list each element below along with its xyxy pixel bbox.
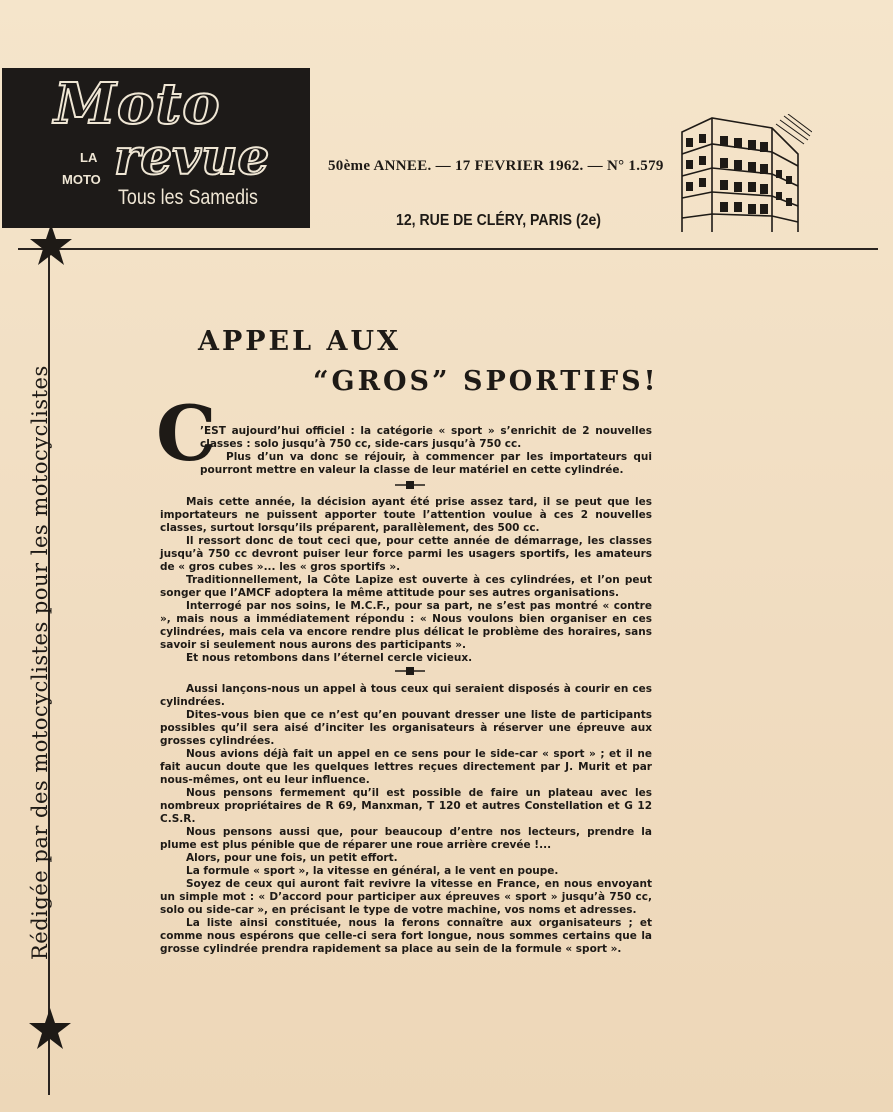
paragraph: Alors, pour une fois, un petit effort. — [186, 852, 398, 864]
paragraph: Nous pensons fermement qu’il est possible de faire un plateau avec les nombreux propriétaires de R 69, Manxman, T 120 et autres Constellation et G 12 C.S.R. — [160, 787, 652, 825]
paragraph: La liste ainsi constituée, nous la ferons connaître aux organisateurs ; et comme nous espérons que celle-ci sera fort longue, nous sommes certains que la grosse cylindrée prendra rapidement sa place au sein de la formule « sport ». — [160, 917, 652, 955]
drop-cap: C — [156, 389, 217, 478]
paragraph: Traditionnellement, la Côte Lapize est ouverte à ces cylindrées, et l’on peut songer que l’AMCF adoptera la même attitude pour ses autres organisations. — [160, 574, 652, 599]
separator-icon — [395, 480, 425, 490]
article-title-line-1: APPEL AUX — [198, 326, 401, 357]
article-section-2 — [160, 496, 652, 665]
paragraph: Aussi lançons-nous un appel à tous ceux qui seraient disposés à courir en ces cylindrées. — [160, 683, 652, 708]
paragraph: Nous avions déjà fait un appel en ce sens pour le side-car « sport » ; et il ne fait aucun doute que les quelques lettres reçues directement par J. Murit et par nous-mêmes, ont eu leur influence. — [160, 748, 652, 786]
logo-la-text: LA — [80, 150, 98, 165]
star-icon-bottom — [27, 1006, 73, 1052]
paragraph: Nous pensons aussi que, pour beaucoup d’entre nos lecteurs, prendre la plume est plus pénible que de réparer une roue arrière crevée !... — [160, 826, 652, 851]
address: 12, RUE DE CLÉRY, PARIS (2e) — [396, 212, 601, 229]
masthead-rule — [18, 248, 878, 250]
logo-tagline: Tous les Samedis — [118, 186, 258, 209]
paragraph: Soyez de ceux qui auront fait revivre la vitesse en France, en nous envoyant un simple mot : « D’accord pour participer aux épreuves « sport » jusqu’à 750 cc, solo ou side-car », en précisant le type de votre machine, vos noms et adresses. — [160, 878, 652, 916]
building-icon — [672, 114, 812, 236]
paragraph: Interrogé par nos soins, le M.C.F., pour sa part, ne s’est pas montré « contre », mais nous a immédiatement répondu : « Nous voulons bien organiser en ces cylindrées, mais cela va encore rendre plus délicat le problème des horaires, sans savoir si seulement nous aurons des participants ». — [160, 600, 652, 651]
paragraph: Mais cette année, la décision ayant été prise assez tard, il se peut que les importateurs ne puissent apporter toute l’attention voulue à ces 2 nouvelles classes, surtout lorsqu’ils préparent, parallèlement, des 500 cc. — [160, 496, 652, 534]
article-title-line-2: “GROS” SPORTIFS! — [313, 366, 659, 397]
paragraph: Et nous retombons dans l’éternel cercle vicieux. — [186, 652, 473, 664]
article-section-3 — [160, 683, 652, 956]
issue-line: 50ème ANNEE. — 17 FEVRIER 1962. — N° 1.579 — [328, 158, 664, 174]
paragraph: La formule « sport », la vitesse en général, a le vent en poupe. — [186, 865, 559, 877]
star-icon-top — [28, 222, 74, 268]
paragraph: ’EST aujourd’hui officiel : la catégorie « sport » s’enrichit de 2 nouvelles classes : solo jusqu’à 750 cc, side-cars jusqu’à 750 cc. — [200, 425, 652, 450]
paragraph: Il ressort donc de tout ceci que, pour cette année de démarrage, les classes jusqu’à 750 cc devront puiser leur force parmi les usagers sportifs, les amateurs de « gros cubes »... les « gros sportifs ». — [160, 535, 652, 573]
article-section-1 — [200, 425, 652, 477]
paragraph: Dites-vous bien que ce n’est qu’en pouvant dresser une liste de participants possibles qu’il sera aisé d’inciter les organisateurs à réserver une épreuve aux grosses cylindrées. — [160, 709, 652, 747]
paragraph: Plus d’un va donc se réjouir, à commencer par les importateurs qui pourront mettre en valeur la classe de leur matériel en cette cylindrée. — [200, 451, 652, 476]
logo-moto-small-text: MOTO — [62, 172, 101, 187]
sidebar-slogan: Rédigée par des motocyclistes pour les motocyclistes — [28, 365, 52, 960]
logo-moto-text: Moto — [54, 71, 221, 137]
logo-revue-text: revue — [114, 127, 270, 186]
separator-icon — [395, 666, 425, 676]
masthead-logo — [2, 68, 310, 228]
